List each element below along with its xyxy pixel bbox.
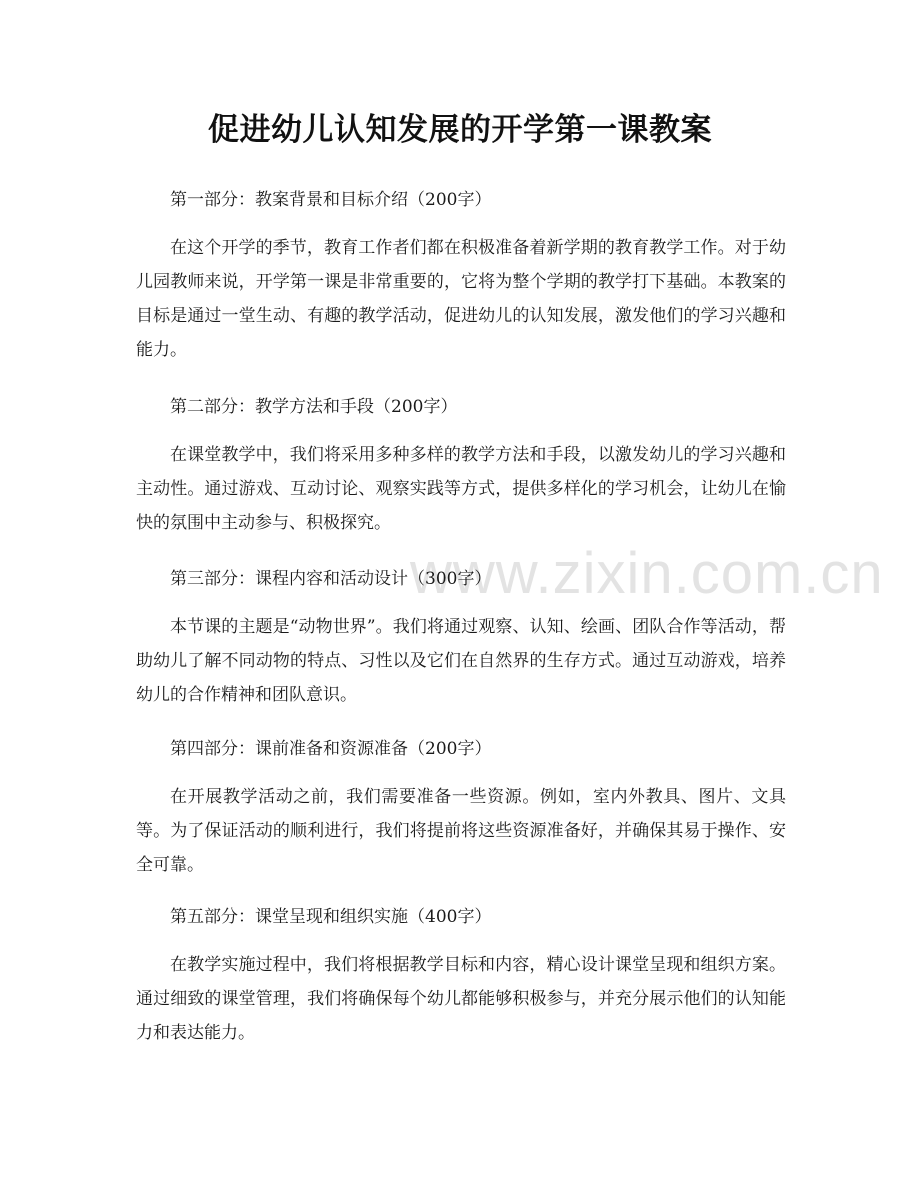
section-4-heading: 第四部分：课前准备和资源准备（200字）	[170, 739, 492, 759]
section-1-heading: 第一部分：教案背景和目标介绍（200字）	[170, 190, 492, 210]
section-5-paragraph: 在教学实施过程中，我们将根据教学目标和内容，精心设计课堂呈现和组织方案。通过细致的课堂管理，我们将确保每个幼儿都能够积极参与，并充分展示他们的认知能力和表达能力。	[136, 955, 786, 1043]
document-title: 促进幼儿认知发展的开学第一课教案	[208, 112, 712, 148]
section-4-paragraph: 在开展教学活动之前，我们需要准备一些资源。例如，室内外教具、图片、文具等。为了保证活动的顺利进行，我们将提前将这些资源准备好，并确保其易于操作、安全可靠。	[136, 787, 786, 875]
section-3-paragraph: 本节课的主题是“动物世界”。我们将通过观察、认知、绘画、团队合作等活动，帮助幼儿了解不同动物的特点、习性以及它们在自然界的生存方式。通过互动游戏，培养幼儿的合作精神和团队意识。	[136, 617, 786, 705]
section-2-heading: 第二部分：教学方法和手段（200字）	[170, 397, 458, 417]
section-5-heading: 第五部分：课堂呈现和组织实施（400字）	[170, 907, 492, 927]
section-1-paragraph: 在这个开学的季节，教育工作者们都在积极准备着新学期的教育教学工作。对于幼儿园教师来说，开学第一课是非常重要的，它将为整个学期的教学打下基础。本教案的目标是通过一堂生动、有趣的教学活动，促进幼儿的认知发展，激发他们的学习兴趣和能力。	[136, 238, 786, 360]
section-2-paragraph: 在课堂教学中，我们将采用多种多样的教学方法和手段，以激发幼儿的学习兴趣和主动性。通过游戏、互动讨论、观察实践等方式，提供多样化的学习机会，让幼儿在愉快的氛围中主动参与、积极探究。	[136, 445, 786, 533]
section-3-heading: 第三部分：课程内容和活动设计（300字）	[170, 569, 492, 589]
watermark: www.zixin.com.cn	[410, 541, 884, 606]
